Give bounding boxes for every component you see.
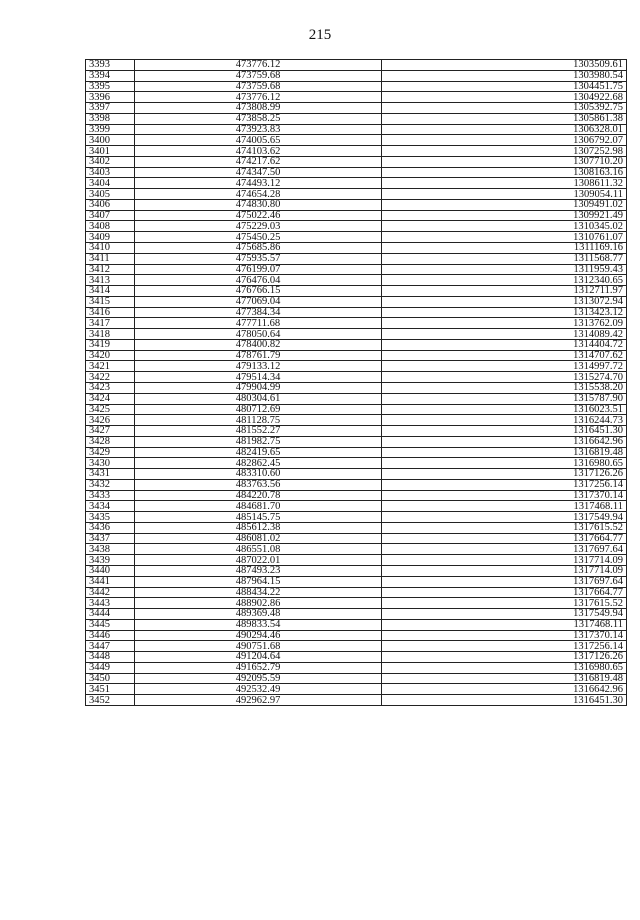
table-row [86,404,627,415]
x-coordinate-cell: 481552.27 [135,426,382,437]
point-id-cell: 3419 [86,339,135,350]
table-row [86,501,627,512]
y-coordinate-cell: 1314089.42 [382,329,627,340]
table-row [86,113,627,124]
table-row [86,275,627,286]
x-coordinate-cell: 479514.34 [135,372,382,383]
table-row [86,253,627,264]
table-row [86,393,627,404]
table-row [86,662,627,673]
x-coordinate-cell: 484681.70 [135,501,382,512]
table-row [86,199,627,210]
table-row [86,415,627,426]
y-coordinate-cell: 1311568.77 [382,253,627,264]
point-id-cell: 3451 [86,684,135,695]
point-id-cell: 3397 [86,103,135,114]
point-id-cell: 3450 [86,673,135,684]
page-number: 215 [308,27,332,43]
table-row [86,544,627,555]
x-coordinate-cell: 480712.69 [135,404,382,415]
point-id-cell: 3416 [86,307,135,318]
point-id-cell: 3396 [86,92,135,103]
table-row [86,361,627,372]
y-coordinate-cell: 1316819.48 [382,447,627,458]
x-coordinate-cell: 474654.28 [135,189,382,200]
x-coordinate-cell: 474103.62 [135,146,382,157]
point-id-cell: 3409 [86,232,135,243]
x-coordinate-cell: 491652.79 [135,662,382,673]
x-coordinate-cell: 481982.75 [135,436,382,447]
point-id-cell: 3405 [86,189,135,200]
x-coordinate-cell: 480304.61 [135,393,382,404]
y-coordinate-cell: 1317697.64 [382,576,627,587]
table-row [86,458,627,469]
point-id-cell: 3414 [86,286,135,297]
point-id-cell: 3444 [86,609,135,620]
table-row [86,652,627,663]
y-coordinate-cell: 1310345.02 [382,221,627,232]
x-coordinate-cell: 492095.59 [135,673,382,684]
y-coordinate-cell: 1316023.51 [382,404,627,415]
x-coordinate-cell: 478400.82 [135,339,382,350]
y-coordinate-cell: 1308163.16 [382,167,627,178]
table-row [86,673,627,684]
x-coordinate-cell: 488902.86 [135,598,382,609]
table-row [86,167,627,178]
point-id-cell: 3399 [86,124,135,135]
point-id-cell: 3436 [86,522,135,533]
point-id-cell: 3438 [86,544,135,555]
table-row [86,641,627,652]
y-coordinate-cell: 1317126.26 [382,652,627,663]
point-id-cell: 3446 [86,630,135,641]
y-coordinate-cell: 1309491.02 [382,199,627,210]
y-coordinate-cell: 1317714.09 [382,555,627,566]
table-row [86,307,627,318]
y-coordinate-cell: 1315787.90 [382,393,627,404]
point-id-cell: 3421 [86,361,135,372]
x-coordinate-cell: 476766.15 [135,286,382,297]
y-coordinate-cell: 1317468.11 [382,619,627,630]
table-row [86,329,627,340]
y-coordinate-cell: 1303509.61 [382,60,627,71]
y-coordinate-cell: 1316980.65 [382,662,627,673]
y-coordinate-cell: 1313762.09 [382,318,627,329]
table-row [86,565,627,576]
x-coordinate-cell: 483763.56 [135,479,382,490]
table-row [86,598,627,609]
table-row [86,296,627,307]
x-coordinate-cell: 478761.79 [135,350,382,361]
coordinates-table [85,59,627,706]
point-id-cell: 3428 [86,436,135,447]
y-coordinate-cell: 1310761.07 [382,232,627,243]
point-id-cell: 3403 [86,167,135,178]
point-id-cell: 3426 [86,415,135,426]
x-coordinate-cell: 474217.62 [135,156,382,167]
y-coordinate-cell: 1304922.68 [382,92,627,103]
x-coordinate-cell: 479133.12 [135,361,382,372]
y-coordinate-cell: 1316451.30 [382,695,627,706]
x-coordinate-cell: 477711.68 [135,318,382,329]
point-id-cell: 3404 [86,178,135,189]
table-row [86,286,627,297]
table-row [86,372,627,383]
table-row [86,619,627,630]
y-coordinate-cell: 1314997.72 [382,361,627,372]
table-row [86,630,627,641]
y-coordinate-cell: 1317370.14 [382,630,627,641]
x-coordinate-cell: 473923.83 [135,124,382,135]
y-coordinate-cell: 1317714.09 [382,565,627,576]
x-coordinate-cell: 492532.49 [135,684,382,695]
table-row [86,512,627,523]
point-id-cell: 3407 [86,210,135,221]
table-row [86,576,627,587]
x-coordinate-cell: 474005.65 [135,135,382,146]
point-id-cell: 3447 [86,641,135,652]
point-id-cell: 3412 [86,264,135,275]
x-coordinate-cell: 489369.48 [135,609,382,620]
x-coordinate-cell: 475450.25 [135,232,382,243]
y-coordinate-cell: 1303980.54 [382,70,627,81]
y-coordinate-cell: 1317256.14 [382,479,627,490]
table-row [86,92,627,103]
y-coordinate-cell: 1317697.64 [382,544,627,555]
x-coordinate-cell: 490294.46 [135,630,382,641]
table-row [86,350,627,361]
x-coordinate-cell: 477069.04 [135,296,382,307]
y-coordinate-cell: 1309921.49 [382,210,627,221]
x-coordinate-cell: 475935.57 [135,253,382,264]
point-id-cell: 3417 [86,318,135,329]
y-coordinate-cell: 1306328.01 [382,124,627,135]
y-coordinate-cell: 1314707.62 [382,350,627,361]
point-id-cell: 3445 [86,619,135,630]
y-coordinate-cell: 1314404.72 [382,339,627,350]
x-coordinate-cell: 485145.75 [135,512,382,523]
table-row [86,522,627,533]
y-coordinate-cell: 1317615.52 [382,522,627,533]
point-id-cell: 3402 [86,156,135,167]
coordinates-table-body [86,60,627,706]
x-coordinate-cell: 484220.78 [135,490,382,501]
y-coordinate-cell: 1317126.26 [382,469,627,480]
x-coordinate-cell: 477384.34 [135,307,382,318]
x-coordinate-cell: 486081.02 [135,533,382,544]
table-row [86,609,627,620]
x-coordinate-cell: 475685.86 [135,243,382,254]
y-coordinate-cell: 1313072.94 [382,296,627,307]
x-coordinate-cell: 476199.07 [135,264,382,275]
point-id-cell: 3432 [86,479,135,490]
table-row [86,382,627,393]
point-id-cell: 3413 [86,275,135,286]
y-coordinate-cell: 1307252.98 [382,146,627,157]
x-coordinate-cell: 487964.15 [135,576,382,587]
table-row [86,469,627,480]
table-row [86,264,627,275]
point-id-cell: 3440 [86,565,135,576]
y-coordinate-cell: 1316642.96 [382,684,627,695]
y-coordinate-cell: 1317256.14 [382,641,627,652]
x-coordinate-cell: 492962.97 [135,695,382,706]
point-id-cell: 3394 [86,70,135,81]
table-row [86,490,627,501]
x-coordinate-cell: 474493.12 [135,178,382,189]
point-id-cell: 3415 [86,296,135,307]
table-row [86,124,627,135]
x-coordinate-cell: 473759.68 [135,81,382,92]
table-row [86,318,627,329]
point-id-cell: 3418 [86,329,135,340]
x-coordinate-cell: 485612.38 [135,522,382,533]
x-coordinate-cell: 482419.65 [135,447,382,458]
y-coordinate-cell: 1317468.11 [382,501,627,512]
point-id-cell: 3424 [86,393,135,404]
x-coordinate-cell: 476476.04 [135,275,382,286]
table-row [86,555,627,566]
y-coordinate-cell: 1309054.11 [382,189,627,200]
y-coordinate-cell: 1308611.32 [382,178,627,189]
point-id-cell: 3433 [86,490,135,501]
x-coordinate-cell: 473858.25 [135,113,382,124]
table-row [86,243,627,254]
point-id-cell: 3427 [86,426,135,437]
y-coordinate-cell: 1317615.52 [382,598,627,609]
x-coordinate-cell: 488434.22 [135,587,382,598]
table-row [86,426,627,437]
y-coordinate-cell: 1317549.94 [382,512,627,523]
y-coordinate-cell: 1305392.75 [382,103,627,114]
x-coordinate-cell: 490751.68 [135,641,382,652]
x-coordinate-cell: 482862.45 [135,458,382,469]
y-coordinate-cell: 1316642.96 [382,436,627,447]
table-row [86,479,627,490]
point-id-cell: 3395 [86,81,135,92]
table-row [86,146,627,157]
point-id-cell: 3441 [86,576,135,587]
point-id-cell: 3393 [86,60,135,71]
x-coordinate-cell: 474830.80 [135,199,382,210]
point-id-cell: 3452 [86,695,135,706]
y-coordinate-cell: 1316980.65 [382,458,627,469]
point-id-cell: 3439 [86,555,135,566]
x-coordinate-cell: 486551.08 [135,544,382,555]
table-row [86,533,627,544]
point-id-cell: 3423 [86,382,135,393]
y-coordinate-cell: 1316244.73 [382,415,627,426]
x-coordinate-cell: 473776.12 [135,60,382,71]
x-coordinate-cell: 478050.64 [135,329,382,340]
y-coordinate-cell: 1305861.38 [382,113,627,124]
table-row [86,339,627,350]
y-coordinate-cell: 1316451.30 [382,426,627,437]
point-id-cell: 3401 [86,146,135,157]
table-row [86,189,627,200]
table-row [86,436,627,447]
table-row [86,156,627,167]
point-id-cell: 3430 [86,458,135,469]
table-row [86,684,627,695]
y-coordinate-cell: 1312340.65 [382,275,627,286]
x-coordinate-cell: 475229.03 [135,221,382,232]
table-row [86,232,627,243]
point-id-cell: 3443 [86,598,135,609]
x-coordinate-cell: 481128.75 [135,415,382,426]
x-coordinate-cell: 474347.50 [135,167,382,178]
table-row [86,695,627,706]
point-id-cell: 3431 [86,469,135,480]
x-coordinate-cell: 475022.46 [135,210,382,221]
point-id-cell: 3411 [86,253,135,264]
table-row [86,60,627,71]
x-coordinate-cell: 483310.60 [135,469,382,480]
y-coordinate-cell: 1306792.07 [382,135,627,146]
y-coordinate-cell: 1317370.14 [382,490,627,501]
y-coordinate-cell: 1311959.43 [382,264,627,275]
y-coordinate-cell: 1311169.16 [382,243,627,254]
y-coordinate-cell: 1317549.94 [382,609,627,620]
x-coordinate-cell: 473776.12 [135,92,382,103]
x-coordinate-cell: 473759.68 [135,70,382,81]
y-coordinate-cell: 1317664.77 [382,587,627,598]
table-row [86,587,627,598]
point-id-cell: 3437 [86,533,135,544]
y-coordinate-cell: 1315538.20 [382,382,627,393]
table-row [86,103,627,114]
x-coordinate-cell: 473808.99 [135,103,382,114]
point-id-cell: 3435 [86,512,135,523]
y-coordinate-cell: 1312711.97 [382,286,627,297]
x-coordinate-cell: 489833.54 [135,619,382,630]
x-coordinate-cell: 487022.01 [135,555,382,566]
point-id-cell: 3400 [86,135,135,146]
table-row [86,135,627,146]
table-row [86,447,627,458]
x-coordinate-cell: 491204.64 [135,652,382,663]
point-id-cell: 3408 [86,221,135,232]
point-id-cell: 3449 [86,662,135,673]
x-coordinate-cell: 479904.99 [135,382,382,393]
point-id-cell: 3406 [86,199,135,210]
table-row [86,210,627,221]
point-id-cell: 3410 [86,243,135,254]
point-id-cell: 3442 [86,587,135,598]
point-id-cell: 3429 [86,447,135,458]
table-row [86,178,627,189]
table-row [86,81,627,92]
point-id-cell: 3398 [86,113,135,124]
y-coordinate-cell: 1313423.12 [382,307,627,318]
point-id-cell: 3434 [86,501,135,512]
table-row [86,70,627,81]
x-coordinate-cell: 487493.23 [135,565,382,576]
y-coordinate-cell: 1316819.48 [382,673,627,684]
table-row [86,221,627,232]
point-id-cell: 3448 [86,652,135,663]
y-coordinate-cell: 1307710.20 [382,156,627,167]
y-coordinate-cell: 1304451.75 [382,81,627,92]
point-id-cell: 3425 [86,404,135,415]
y-coordinate-cell: 1317664.77 [382,533,627,544]
y-coordinate-cell: 1315274.70 [382,372,627,383]
point-id-cell: 3420 [86,350,135,361]
point-id-cell: 3422 [86,372,135,383]
